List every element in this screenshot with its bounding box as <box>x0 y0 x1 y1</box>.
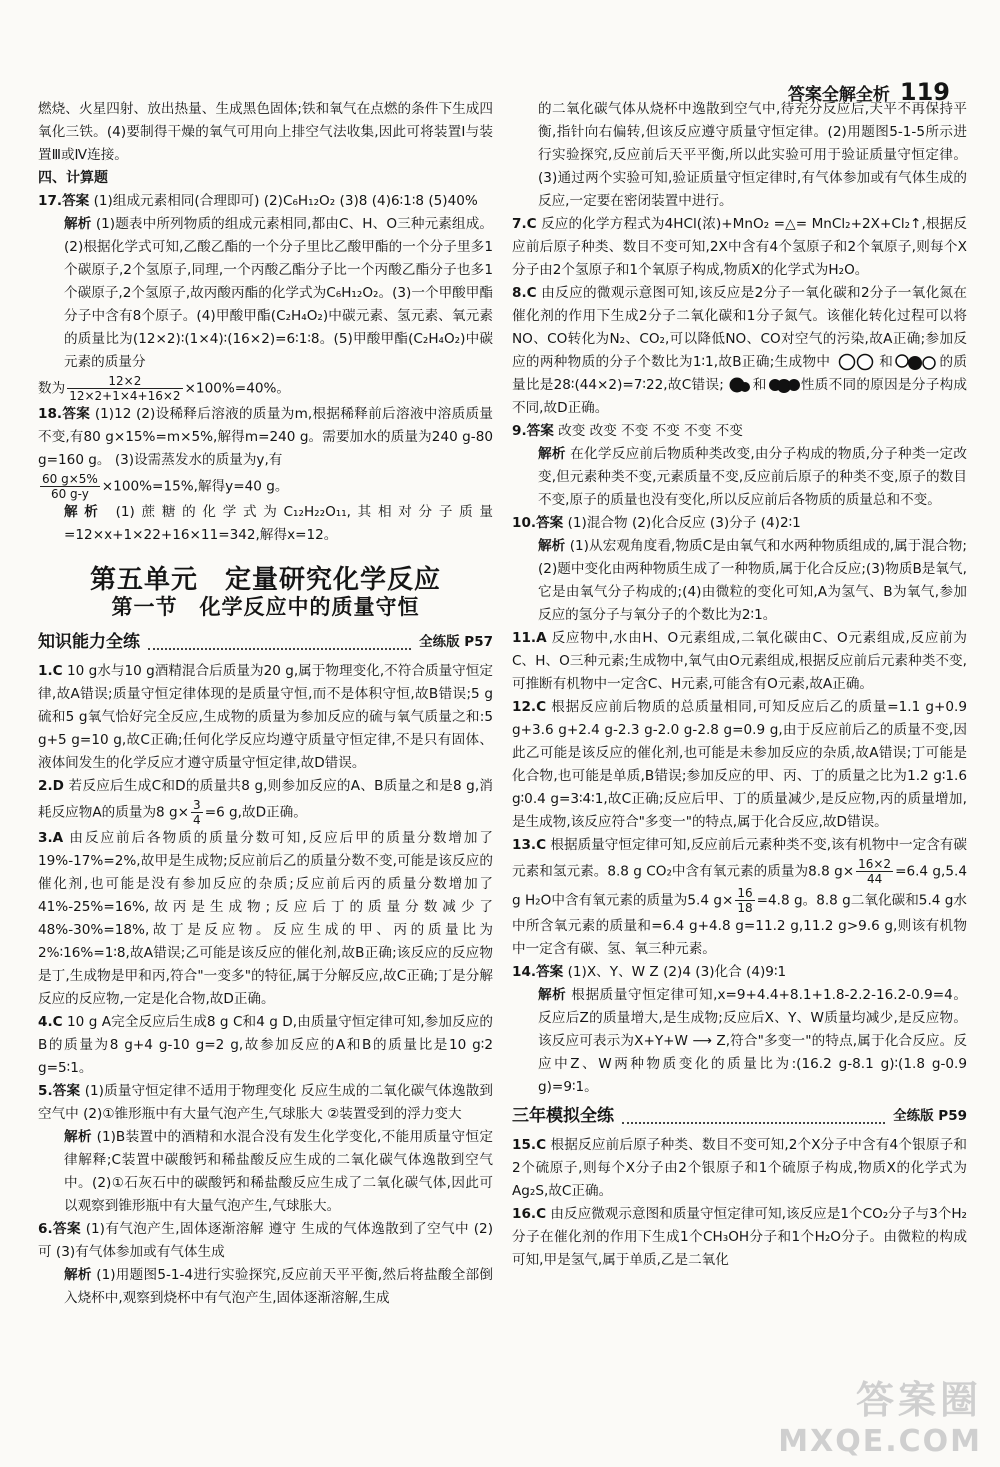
dotted-leader <box>622 1110 885 1124</box>
question-label: 3.A <box>38 830 64 846</box>
bar-reference: 全练版 P57 <box>419 634 493 650</box>
explanation-label: 解析 <box>64 1267 92 1283</box>
question-text: =4.8 g。8.8 g二氧化碳和5.4 g水中所含氧元素的质量和=6.4 g+4.8 g=11.2 g,11.2 g>9.6 g,则该有机物中一定含有碳、氢、氧三种元素。 <box>512 892 967 957</box>
q17-answer <box>38 190 493 213</box>
question-label: 2.D <box>38 778 64 794</box>
question-text: 根据反应前后物质的总质量相同,可知反应后乙的质量=1.1 g+0.9 g+3.6 g+2.4 g-2.3 g-2.0 g-2.8 g=0.9 g,由于反应前后乙的质量不变,因此乙可能是该反应的催化剂,也可能是未参加反应的杂质,故A错误;丁可能是化合物,也可能是单质,B错误;参加反应的甲、丙、丁的质量之比为1.2 g∶1.6 g∶0.4 g=3∶4∶1,故C正确;反应后甲、丁的质量减少,是反应物,丙的质量增加,是生成物,该反应符合"多变一"的特点,属于化合反应,故D错误。 <box>512 699 967 830</box>
fraction <box>40 472 100 501</box>
answer-text: (1)12 (2)设稀释后溶液的质量为m,根据稀释前后溶液中溶质质量不变,有80 g×15%=m×5%,解得m=240 g。需要加水的质量为240 g-80 g=160 g。 (3)设需蒸发水的质量为y,有 <box>38 406 493 468</box>
answer-label: 18.答案 <box>38 406 91 422</box>
numerator: 12×2 <box>67 374 182 389</box>
question-label: 15.C <box>512 1137 547 1153</box>
question-label: 13.C <box>512 837 547 853</box>
explanation-label: 解析 <box>64 216 92 232</box>
q6-explanation <box>38 1264 493 1310</box>
header-title: 答案全解全析 <box>787 85 890 105</box>
answer-text: (1)混合物 (2)化合反应 (3)分子 (4)2∶1 <box>567 515 801 531</box>
question-label: 7.C <box>512 216 537 232</box>
watermark-url: MXQE.COM <box>778 1424 982 1459</box>
explanation-text: (1)用题图5-1-4进行实验探究,反应前天平平衡,然后将盐酸全部倒入烧杯中,观察到烧杯中有气泡产生,固体逐渐溶解,生成 <box>64 1267 494 1306</box>
question-label: 16.C <box>512 1206 547 1222</box>
explanation-text: (1)B装置中的酒精和水混合没有发生化学变化,不能用质量守恒定律解释;C装置中碳酸钙和稀盐酸反应生成的二氧化碳气体逸散到空气中。(2)①石灰石中的碳酸钙和稀盐酸反应生成了二氧化碳气体,因此可以观察到锥形瓶中有大量气泡产生,气球胀大。 <box>64 1129 494 1214</box>
answer-label: 14.答案 <box>512 964 564 980</box>
numerator: 3 <box>193 798 201 812</box>
explanation-label: 解析 <box>64 504 105 520</box>
question-text: 若反应后生成C和D的质量共8 g,则参加反应的A、B质量之和是8 g,消耗反应物A的质量为8 g× <box>38 778 493 821</box>
answer-text: 改变 改变 不变 不变 不变 不变 <box>558 423 743 439</box>
q18-explanation <box>38 501 493 547</box>
explanation-label: 解析 <box>538 987 567 1003</box>
question-text: 根据反应前后原子种类、数目不变可知,2个X分子中含有4个银原子和2个硫原子,则每个X分子由2个银原子和1个硫原子构成,物质X的化学式为Ag₂S,故C正确。 <box>512 1137 967 1199</box>
q6-answer <box>38 1218 493 1264</box>
page-number: 119 <box>899 78 950 106</box>
q4 <box>38 1011 493 1080</box>
explanation-text: (1)题表中所列物质的组成元素相同,都由C、H、O三种元素组成。(2)根据化学式可知,乙酸乙酯的一个分子里比乙酸甲酯的一个分子里多1个碳原子,2个氢原子,同理,一个丙酸乙酯分子比一个丙酸乙酯分子也多1个碳原子,2个氢原子,故丙酸丙酯的化学式为C₆H₁₂O₂。(3)一个甲酸甲酯分子中含有8个原子。(4)甲酸甲酯(C₂H₄O₂)中碳元素、氢元素、氧元素的质量比为(12×2)∶(1×4)∶(16×2)=6∶1∶8。(5)甲酸甲酯(C₂H₄O₂)中碳元素的质量分 <box>64 216 493 370</box>
paragraph: 的二氧化碳气体从烧杯中逸散到空气中,待充分反应后,天平不再保持平衡,指针向右偏转,但该反应遵守质量守恒定律。(2)用题图5-1-5所示进行实验探究,反应前后天平平衡,所以此实验可用于验证质量守恒定律。(3)通过两个实验可知,验证质量守恒定律时,有气体参加或有气体生成的反应,一定要在密闭装置中进行。 <box>538 101 967 209</box>
q15 <box>512 1134 967 1203</box>
q14-answer <box>512 961 967 984</box>
question-text: 10 g水与10 g酒精混合后质量为20 g,属于物理变化,不符合质量守恒定律,故A错误;质量守恒定律体现的是质量守恒,而不是体积守恒,故B错误;5 g硫和5 g氧气恰好完全反应,生成物的质量为参加反应的硫与氧气质量之和:5 g+5 g=10 g,故C正确;任何化学反应均遵守质量守恒定律,不是只有固体、液体间发生的化学反应才遵守质量守恒定律,故D错误。 <box>38 663 493 771</box>
carbon-dioxide-molecule-icon <box>767 376 801 394</box>
denominator: 60 g-y <box>50 487 89 501</box>
q5-explanation <box>38 1126 493 1218</box>
watermark-text: 答案圈 <box>855 1378 982 1422</box>
denominator: 12×2+1×4+16×2 <box>69 389 181 403</box>
left-column <box>38 98 493 1310</box>
q9-answer <box>512 420 967 443</box>
question-label: 11.A <box>512 630 547 646</box>
question-label: 1.C <box>38 663 63 679</box>
fraction <box>735 886 754 915</box>
watermark <box>778 1369 982 1459</box>
bar-name: 三年模拟全练 <box>512 1106 614 1126</box>
question-text: =6.4 g,5.4 g H₂O中含有氧元素的质量为5.4 g× <box>512 863 967 909</box>
q9-explanation <box>512 443 967 512</box>
explanation-label: 解析 <box>538 446 566 462</box>
question-text: 反应的化学方程式为4HCl(浓)+MnO₂ =△= MnCl₂+2X+Cl₂↑,根据反应前后原子种类、数目不变可知,2X中含有4个氢原子和2个氧原子,则每个X分子由2个氢原子和1个氧原子构成,物质X的化学式为H₂O。 <box>512 216 967 278</box>
q13 <box>512 834 967 961</box>
answer-text: (1)有气泡产生,固体逐渐溶解 遵守 生成的气体逸散到了空气中 (2)可 (3)有气体参加或有气体生成 <box>38 1221 494 1260</box>
answer-label: 9.答案 <box>512 423 554 439</box>
nitrogen-molecule-icon <box>835 353 879 371</box>
q11 <box>512 627 967 696</box>
question-text: 由反应前后各物质的质量分数可知,反应后甲的质量分数增加了19%-17%=2%,故甲是生成物;反应前后乙的质量分数不变,可能是该反应的催化剂,也可能是没有参加反应的杂质;反应前后丙的质量分数增加了41%-25%=16%,故丙是生成物;反应后丁的质量分数减少了48%-30%=18%,故丁是反应物。反应生成的甲、丙的质量比为2%∶16%=1∶8,故A错误;乙可能是该反应的催化剂,故B正确;该反应的反应物是丁,生成物是甲和丙,符合"一变多"的特征,属于分解反应,故C正确;丁是分解反应的反应物,一定是化合物,故D正确。 <box>38 830 493 1007</box>
denominator: 4 <box>193 813 201 827</box>
section-bar <box>38 631 493 654</box>
question-text: 反应物中,水由H、O元素组成,二氧化碳由C、O元素组成,反应前为C、H、O三种元素;生成物中,氧气由O元素组成,根据反应前后元素种类不变,可推断有机物中一定含C、H元素,可能含有O元素,故A正确。 <box>512 630 967 692</box>
q14-explanation <box>512 984 967 1099</box>
section-heading: 四、计算题 <box>38 170 108 186</box>
explanation-text: (1)从宏观角度看,物质C是由氧气和水两种物质组成的,属于混合物;(2)题中变化由两种物质生成了一种物质,属于化合反应;(3)物质B是氧气,它是由氧气分子构成的;(4)由微粒的变化可知,A为氢气、B为氧气,参加反应的氢分子与氧分子的个数比为2∶1。 <box>538 538 968 623</box>
q16 <box>512 1203 967 1272</box>
question-label: 12.C <box>512 699 547 715</box>
q1 <box>38 660 493 775</box>
fraction <box>856 857 893 886</box>
dotted-leader <box>148 636 411 650</box>
answer-label: 5.答案 <box>38 1083 81 1099</box>
q12 <box>512 696 967 834</box>
explanation-text: (1)蔗糖的化学式为C₁₂H₂₂O₁₁,其相对分子质量=12×x+1×22+16×11=342,解得x=12。 <box>64 504 493 543</box>
numerator: 16 <box>737 886 753 900</box>
text: ×100%=40%。 <box>184 380 290 397</box>
q5-answer <box>38 1080 493 1126</box>
question-text: 由反应微观示意图和质量守恒定律可知,该反应是1个CO₂分子与3个H₂分子在催化剂的作用下生成1个CH₃OH分子和1个H₂O分子。由微粒的构成可知,甲是氢气,属于单质,乙是二氧化 <box>512 1206 967 1268</box>
text: 和 <box>752 377 767 393</box>
text: ×100%=15%,解得y=40 g。 <box>101 478 289 495</box>
numerator: 16×2 <box>858 857 892 871</box>
answer-label: 17.答案 <box>38 193 90 209</box>
question-text: 根据质量守恒定律可知,反应前后元素种类不变,该有机物中一定含有碳元素和氢元素。8.8 g CO₂中含有氧元素的质量为8.8 g× <box>512 837 967 880</box>
question-label: 4.C <box>38 1014 63 1030</box>
q17-explanation <box>38 213 493 374</box>
section-title: 第一节 化学反应中的质量守恒 <box>111 595 420 619</box>
question-text: 由反应的微观示意图可知,该反应是2分子一氧化碳和2分子一氧化氮在催化剂的作用下生成2分子二氧化碳和1分子氮气。该催化转化过程可以将NO、CO转化为N₂、CO₂,可以降低NO、CO对空气的污染,故A正确;参加反应的两种物质的分子个数比为1∶1,故B正确;生成物中 <box>512 285 967 370</box>
fraction <box>67 374 182 403</box>
explanation-label: 解析 <box>64 1129 92 1145</box>
q10-answer <box>512 512 967 535</box>
question-text: 的质量比是28∶(44×2)=7∶22,故C错误; <box>512 354 968 393</box>
q18-formula <box>38 472 493 501</box>
section-bar <box>512 1105 967 1128</box>
bar-name: 知识能力全练 <box>38 632 140 652</box>
question-label: 8.C <box>512 285 537 301</box>
q8 <box>512 282 967 420</box>
q3 <box>38 827 493 1011</box>
bar-reference: 全练版 P59 <box>893 1108 967 1124</box>
answer-text: (1)X、Y、W Z (2)4 (3)化合 (4)9∶1 <box>567 964 787 980</box>
explanation-text: 根据质量守恒定律可知,x=9+4.4+8.1+1.8-2.2-16.2-0.9=4。反应后Z的质量增大,是生成物;反应后X、Y、W质量均减少,是反应物。该反应可表示为X+Y+W ⟶ Z,符合"多变一"的特点,属于化合反应。反应中Z、W两种物质变化的质量比为:(16.2 g-8.1 g)∶(1.8 g-0.9 g)=9∶1。 <box>538 987 967 1095</box>
answer-label: 6.答案 <box>38 1221 81 1237</box>
text: 和 <box>878 354 894 370</box>
q17-formula <box>38 374 493 403</box>
unit-title: 第五单元 定量研究化学反应 <box>89 565 441 595</box>
numerator: 60 g×5% <box>42 472 98 486</box>
denominator: 44 <box>866 872 883 886</box>
q18-answer <box>38 403 493 472</box>
answer-label: 10.答案 <box>512 515 564 531</box>
text: 数为 <box>38 380 66 397</box>
carbon-monoxide-molecule-icon <box>728 376 752 394</box>
q2 <box>38 775 493 827</box>
q7 <box>512 213 967 282</box>
right-column <box>512 98 967 1272</box>
question-text: 性质不同的原因是分子构成不同,故D正确。 <box>512 377 968 416</box>
q10-explanation <box>512 535 967 627</box>
explanation-text: 在化学反应前后物质种类改变,由分子构成的物质,分子种类一定改变,但元素种类不变,元素质量不变,反应前后原子的种类不变,原子的数目不变,原子的质量也没有变化,所以反应前后各物质的质量总和不变。 <box>538 446 967 508</box>
denominator: 18 <box>737 901 753 915</box>
question-text: =6 g,故D正确。 <box>204 804 307 821</box>
carbon-dioxide-molecule-icon <box>893 353 939 371</box>
explanation-label: 解析 <box>538 538 566 554</box>
answer-text: (1)质量守恒定律不适用于物理变化 反应生成的二氧化碳气体逸散到空气中 (2)①锥形瓶中有大量气泡产生,气球胀大 ②装置受到的浮力变大 <box>38 1083 493 1122</box>
question-text: 10 g A完全反应后生成8 g C和4 g D,由质量守恒定律可知,参加反应的B的质量为8 g+4 g-10 g=2 g,故参加反应的A和B的质量比是10 g∶2 g=5∶1。 <box>38 1014 493 1076</box>
answer-text: (1)组成元素相同(合理即可) (2)C₆H₁₂O₂ (3)8 (4)6∶1∶8 (5)40% <box>93 193 478 209</box>
paragraph: 燃烧、火星四射、放出热量、生成黑色固体;铁和氧气在点燃的条件下生成四氧化三铁。(4)要制得干燥的氧气可用向上排空气法收集,因此可将装置Ⅰ与装置Ⅲ或Ⅳ连接。 <box>38 101 493 163</box>
fraction <box>191 798 203 827</box>
